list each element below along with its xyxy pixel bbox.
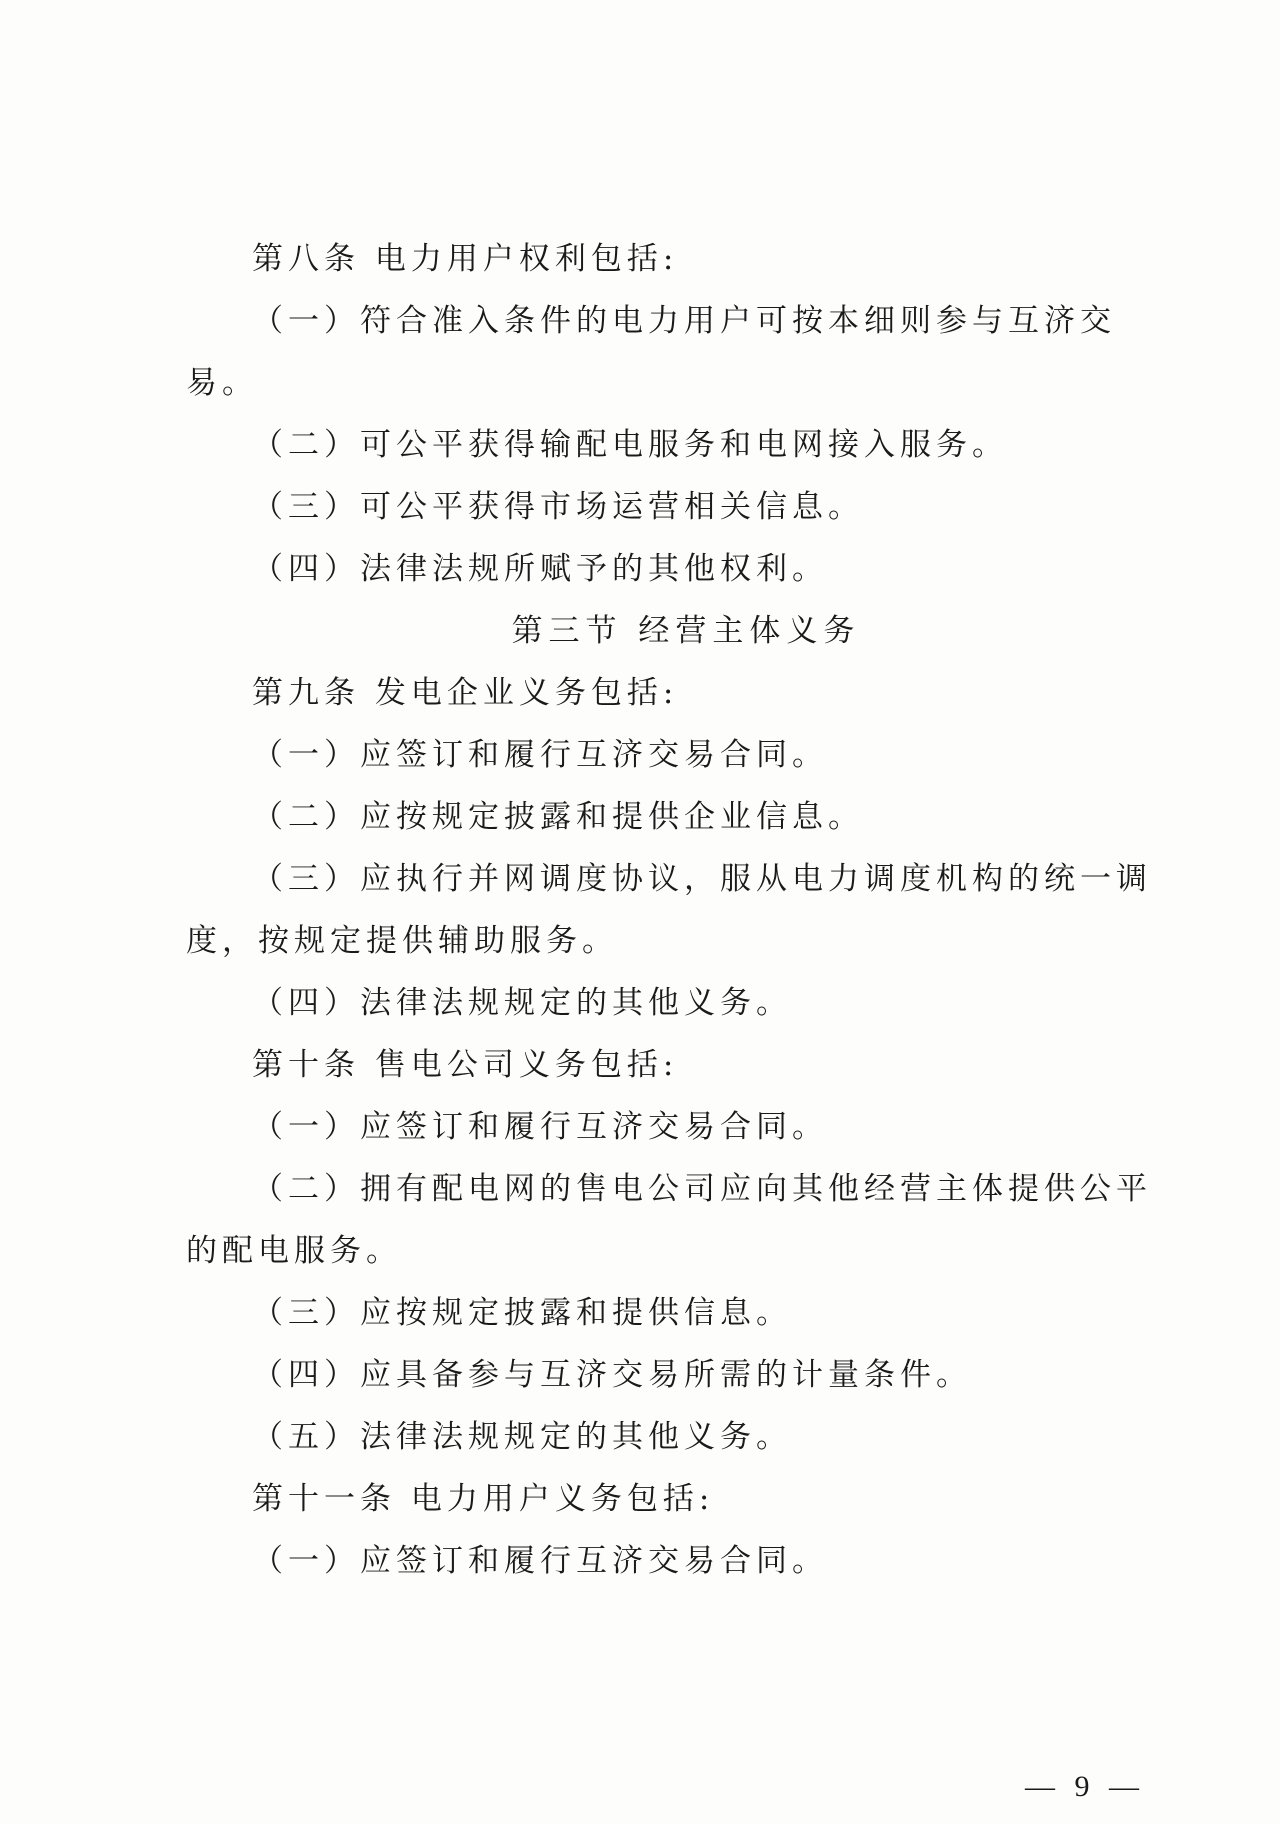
article-9-heading: 第九条 发电企业义务包括: xyxy=(252,675,679,711)
article-9-item-2: （二）应按规定披露和提供企业信息。 xyxy=(252,799,864,835)
article-9-item-3-cont: 度，按规定提供辅助服务。 xyxy=(186,923,618,959)
document-body xyxy=(186,228,1152,1592)
article-8-item-1-cont: 易。 xyxy=(186,365,258,401)
article-10-item-5: （五）法律法规规定的其他义务。 xyxy=(252,1419,792,1455)
article-10-item-2-cont: 的配电服务。 xyxy=(186,1233,402,1269)
article-11-item-1: （一）应签订和履行互济交易合同。 xyxy=(252,1543,828,1579)
section-3-title: 第三节 经营主体义务 xyxy=(511,613,861,649)
article-9-item-1: （一）应签订和履行互济交易合同。 xyxy=(252,737,828,773)
article-8-item-2: （二）可公平获得输配电服务和电网接入服务。 xyxy=(252,427,1008,463)
article-10-item-4: （四）应具备参与互济交易所需的计量条件。 xyxy=(252,1357,972,1393)
article-10-item-1: （一）应签订和履行互济交易合同。 xyxy=(252,1109,828,1145)
article-11-heading: 第十一条 电力用户义务包括: xyxy=(252,1481,715,1517)
article-8-item-4: （四）法律法规所赋予的其他权利。 xyxy=(252,551,828,587)
article-10-item-3: （三）应按规定披露和提供信息。 xyxy=(252,1295,792,1331)
article-10-heading: 第十条 售电公司义务包括: xyxy=(252,1047,679,1083)
article-9-item-4: （四）法律法规规定的其他义务。 xyxy=(252,985,792,1021)
article-8-item-1: （一）符合准入条件的电力用户可按本细则参与互济交 xyxy=(252,303,1116,339)
page-number: — 9 — xyxy=(1025,1770,1145,1803)
article-8-heading: 第八条 电力用户权利包括: xyxy=(252,241,679,277)
article-9-item-3: （三）应执行并网调度协议，服从电力调度机构的统一调 xyxy=(252,861,1152,897)
article-8-item-3: （三）可公平获得市场运营相关信息。 xyxy=(252,489,864,525)
article-10-item-2: （二）拥有配电网的售电公司应向其他经营主体提供公平 xyxy=(252,1171,1152,1207)
